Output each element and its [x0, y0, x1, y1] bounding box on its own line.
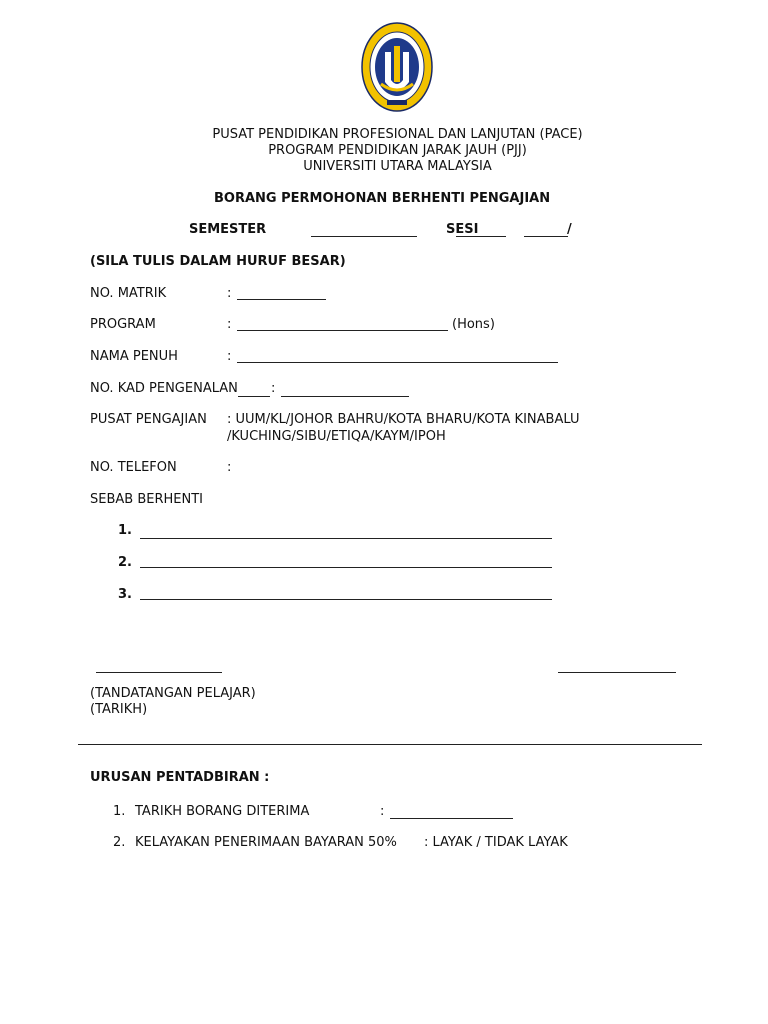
pusat-value-line-2: /KUCHING/SIBU/ETIQA/KAYM/IPOH [227, 429, 446, 444]
sesi-slash: / [567, 222, 572, 237]
kad-input-line-1[interactable] [238, 396, 270, 397]
admin-item-value: : [380, 804, 385, 819]
sesi-input-line-1[interactable] [456, 236, 506, 237]
sebab-item-number: 3. [118, 587, 132, 602]
matrik-input-line[interactable] [237, 299, 326, 300]
sebab-item-number: 1. [118, 523, 132, 538]
form-title: BORANG PERMOHONAN BERHENTI PENGAJIAN [214, 191, 551, 206]
sesi-label: SESI [446, 222, 479, 237]
sesi-input-line-2[interactable] [524, 236, 568, 237]
date-line[interactable] [558, 672, 676, 673]
sebab-item-number: 2. [118, 555, 132, 570]
matrik-colon: : [227, 286, 232, 301]
sebab-input-line-2[interactable] [140, 567, 552, 568]
signature-line[interactable] [96, 672, 222, 673]
header-line-2: PROGRAM PENDIDIKAN JARAK JAUH (PJJ) [268, 143, 527, 158]
header-line-3: UNIVERSITI UTARA MALAYSIA [303, 159, 492, 174]
nama-input-line[interactable] [237, 362, 558, 363]
pusat-label: PUSAT PENGAJIAN [90, 412, 207, 427]
program-input-line[interactable] [237, 330, 448, 331]
semester-input-line[interactable] [311, 236, 417, 237]
kad-input-line-2[interactable] [281, 396, 409, 397]
kad-colon: : [271, 381, 276, 396]
semester-label: SEMESTER [189, 222, 267, 237]
nama-label: NAMA PENUH [90, 349, 178, 364]
telefon-label: NO. TELEFON [90, 460, 177, 475]
program-colon: : [227, 317, 232, 332]
matrik-label: NO. MATRIK [90, 286, 167, 301]
date-label: (TARIKH) [90, 702, 148, 717]
signature-label: (TANDATANGAN PELAJAR) [90, 686, 256, 701]
header-line-1: PUSAT PENDIDIKAN PROFESIONAL DAN LANJUTAN (PACE) [212, 127, 583, 142]
nama-colon: : [227, 349, 232, 364]
program-suffix: (Hons) [452, 317, 495, 332]
instruction-text: (SILA TULIS DALAM HURUF BESAR) [90, 254, 346, 269]
telefon-colon: : [227, 460, 232, 475]
sebab-input-line-1[interactable] [140, 538, 552, 539]
admin-title: URUSAN PENTADBIRAN : [90, 770, 270, 785]
program-label: PROGRAM [90, 317, 156, 332]
admin-item-number: 1. [113, 804, 126, 819]
admin-item-label: TARIKH BORANG DITERIMA [135, 804, 310, 819]
uum-crest-logo [361, 22, 433, 112]
kad-label: NO. KAD PENGENALAN [90, 381, 238, 396]
sebab-input-line-3[interactable] [140, 599, 552, 600]
pusat-value-line-1: : UUM/KL/JOHOR BAHRU/KOTA BHARU/KOTA KINABALU [227, 412, 580, 427]
section-divider [78, 744, 702, 745]
admin-item-value: : LAYAK / TIDAK LAYAK [424, 835, 568, 850]
admin-item-label: KELAYAKAN PENERIMAAN BAYARAN 50% [135, 835, 397, 850]
admin-item-number: 2. [113, 835, 126, 850]
tarikh-diterima-input-line[interactable] [390, 818, 513, 819]
sebab-label: SEBAB BERHENTI [90, 492, 203, 507]
